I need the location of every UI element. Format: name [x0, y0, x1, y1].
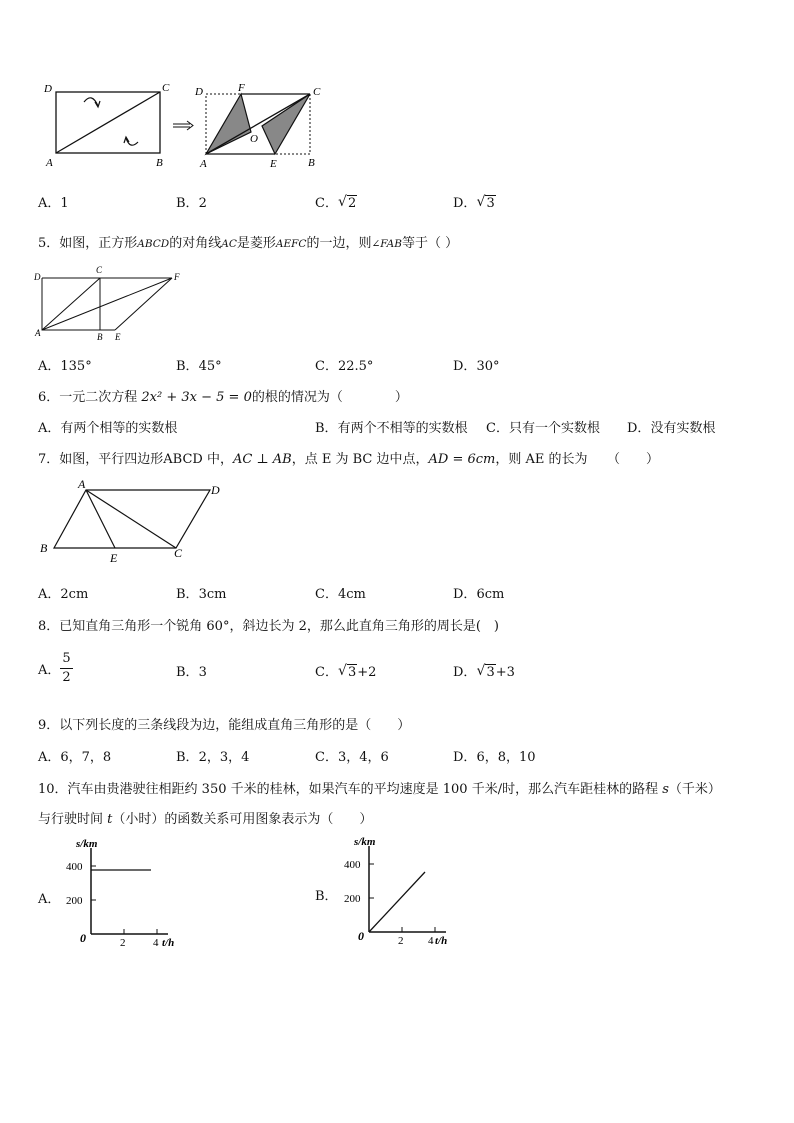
q10-option-b-label[interactable]: B． [315, 889, 338, 904]
graph-b-xlabel: t/h [435, 935, 448, 947]
q9-option-b[interactable]: B．2，3，4 [176, 750, 250, 765]
q7-label-e: E [110, 551, 118, 565]
q8-option-d[interactable]: D． √ 3+3 [453, 663, 515, 680]
q8-option-c[interactable]: C． √ 3+2 [315, 663, 377, 680]
graph-a-ylabel: s/km [76, 838, 98, 850]
graph-a-xtick-2: 2 [120, 937, 126, 949]
q10-graph-b[interactable] [340, 836, 470, 948]
q5-label-b: B [97, 332, 103, 342]
q8-option-a[interactable]: A． $\frac{5}{2}$ [38, 651, 71, 685]
q7-stem: 7．如图，平行四边形ABCD 中，AC ⊥ AB，点 E 为 BC 边中点，AD = 6cm，则 AE 的长为 （ ） [38, 452, 660, 467]
q7-option-b[interactable]: B．3cm [176, 587, 227, 602]
graph-a-xlabel: t/h [162, 937, 175, 949]
q9-stem: 9．以下列长度的三条线段为边，能组成直角三角形的是（ ） [38, 718, 411, 733]
q4-left-label-c: C [162, 82, 170, 94]
q4-right-label-f: F [238, 82, 245, 94]
q7-label-b: B [40, 541, 48, 555]
q7-option-c[interactable]: C．4cm [315, 587, 366, 602]
q5-option-b[interactable]: B．45° [176, 359, 222, 374]
q7-label-a: A [78, 478, 86, 491]
q5-option-a[interactable]: A．135° [38, 359, 92, 374]
graph-a-xtick-4: 4 [153, 937, 159, 949]
q9-option-d[interactable]: D．6，8，10 [453, 750, 536, 765]
sqrt-symbol: √ 3 [476, 663, 495, 680]
graph-b-xtick-2: 2 [398, 935, 404, 947]
q5-option-c[interactable]: C．22.5° [315, 359, 374, 374]
q5-label-f: F [174, 272, 180, 282]
q5-label-e: E [115, 332, 121, 342]
q8-option-b[interactable]: B．3 [176, 665, 207, 680]
q4-right-label-e: E [270, 158, 277, 170]
graph-b-line [369, 872, 425, 932]
graph-a-origin: 0 [80, 931, 86, 945]
q5-label-c: C [96, 265, 103, 275]
graph-a-ytick-200: 200 [66, 895, 83, 907]
q7-label-d: D [211, 483, 220, 497]
q5-label-d: D [34, 272, 41, 282]
q4-right-label-a: A [200, 158, 207, 170]
q4-right-label-o: O [250, 133, 258, 145]
q8-stem: 8．已知直角三角形一个锐角 60°，斜边长为 2，那么此直角三角形的周长是( ) [38, 619, 499, 634]
q6-option-b[interactable]: B．有两个不相等的实数根 [315, 421, 468, 436]
q6-option-a[interactable]: A．有两个相等的实数根 [38, 421, 178, 436]
q4-left-label-a: A [46, 157, 53, 169]
q6-option-d[interactable]: D．没有实数根 [627, 421, 716, 436]
q4-left-label-b: B [156, 157, 163, 169]
graph-a-ytick-400: 400 [66, 861, 83, 873]
q4-left-label-d: D [44, 83, 52, 95]
q6-equation: 2x² + 3x − 5 = 0 [141, 390, 252, 405]
graph-b-ytick-400: 400 [344, 859, 361, 871]
sqrt-symbol: √ 3 [337, 663, 357, 680]
q5-stem: 5．如图，正方形ABCD的对角线AC是菱形AEFC的一边，则∠FAB等于（ ） [38, 236, 459, 251]
q7-option-a[interactable]: A．2cm [38, 587, 89, 602]
q5-figure [32, 264, 192, 344]
graph-b-xtick-4: 4 [428, 935, 434, 947]
q7-label-c: C [174, 546, 183, 560]
q4-right-label-d: D [195, 86, 203, 98]
q7-option-d[interactable]: D．6cm [453, 587, 505, 602]
q4-right-label-c: C [313, 86, 321, 98]
sqrt-symbol: √ 2 [337, 194, 357, 211]
fraction: $\frac{5}{2}$ [62, 651, 71, 685]
q10-stem-line1: 10．汽车由贵港驶往相距约 350 千米的桂林，如果汽车的平均速度是 100 千米/时，那么汽车距桂林的路程 s（千米） [38, 782, 721, 797]
q4-option-a[interactable]: A．1 [38, 196, 69, 211]
q4-option-b[interactable]: B．2 [176, 196, 207, 211]
q5-label-a: A [35, 328, 41, 338]
q5-option-d[interactable]: D．30° [453, 359, 500, 374]
graph-b-ytick-200: 200 [344, 893, 361, 905]
q4-figure [40, 80, 340, 175]
q4-option-c[interactable]: C． √ 2 [315, 194, 357, 211]
q7-figure [36, 478, 236, 568]
q10-stem-line2: 与行驶时间 t（小时）的函数关系可用图象表示为（ ） [38, 812, 373, 827]
q6-stem: 6．一元二次方程 2x² + 3x − 5 = 0的根的情况为（ ） [38, 390, 408, 405]
q10-graph-a[interactable] [62, 838, 192, 950]
q4-right-label-b: B [308, 157, 315, 169]
q9-option-c[interactable]: C．3，4，6 [315, 750, 389, 765]
sqrt-symbol: √ 3 [476, 194, 495, 211]
q4-option-d[interactable]: D． √ 3 [453, 194, 495, 211]
q10-option-a-label[interactable]: A． [38, 892, 61, 907]
graph-b-origin: 0 [358, 929, 364, 943]
q6-option-c[interactable]: C．只有一个实数根 [486, 421, 600, 436]
q9-option-a[interactable]: A．6，7，8 [38, 750, 112, 765]
graph-b-ylabel: s/km [354, 836, 376, 848]
